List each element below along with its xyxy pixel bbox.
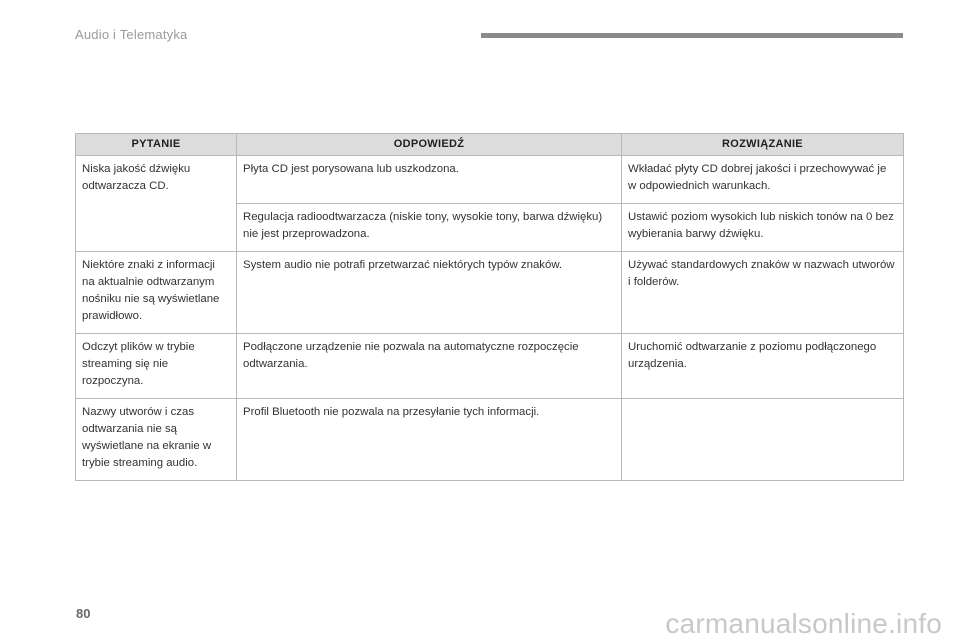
solution-cell: Używać standardowych znaków w nazwach utworów i folderów. xyxy=(622,252,904,334)
question-cell: Niektóre znaki z informacji na aktualnie odtwarzanym nośniku nie są wyświetlane prawidłowo. xyxy=(76,252,237,334)
solution-cell: Wkładać płyty CD dobrej jakości i przechowywać je w odpowiednich warunkach. xyxy=(622,156,904,204)
table-header-row xyxy=(76,134,904,156)
table-row xyxy=(76,399,904,481)
answer-cell: Płyta CD jest porysowana lub uszkodzona. xyxy=(237,156,622,204)
answer-cell: Profil Bluetooth nie pozwala na przesyłanie tych informacji. xyxy=(237,399,622,481)
watermark-text: carmanualsonline.info xyxy=(665,608,942,639)
solution-cell: Ustawić poziom wysokich lub niskich tonów na 0 bez wybierania barwy dźwięku. xyxy=(622,204,904,252)
table-row xyxy=(76,252,904,334)
column-header-answer: ODPOWIEDŹ xyxy=(237,134,622,156)
column-header-solution: ROZWIĄZANIE xyxy=(622,134,904,156)
page-number: 80 xyxy=(76,606,91,621)
question-cell: Niska jakość dźwięku odtwarzacza CD. xyxy=(76,156,237,252)
solution-cell xyxy=(622,399,904,481)
table-row xyxy=(76,334,904,399)
section-title: Audio i Telematyka xyxy=(75,27,188,42)
question-cell: Odczyt plików w trybie streaming się nie rozpoczyna. xyxy=(76,334,237,399)
answer-cell: System audio nie potrafi przetwarzać niektórych typów znaków. xyxy=(237,252,622,334)
solution-cell: Uruchomić odtwarzanie z poziomu podłączonego urządzenia. xyxy=(622,334,904,399)
column-header-question: PYTANIE xyxy=(76,134,237,156)
faq-table xyxy=(75,133,904,481)
answer-cell: Regulacja radioodtwarzacza (niskie tony, wysokie tony, barwa dźwięku) nie jest przeprowadzona. xyxy=(237,204,622,252)
header-rule xyxy=(481,33,903,38)
answer-cell: Podłączone urządzenie nie pozwala na automatyczne rozpoczęcie odtwarzania. xyxy=(237,334,622,399)
table-row xyxy=(76,156,904,204)
question-cell: Nazwy utworów i czas odtwarzania nie są wyświetlane na ekranie w trybie streaming audio. xyxy=(76,399,237,481)
